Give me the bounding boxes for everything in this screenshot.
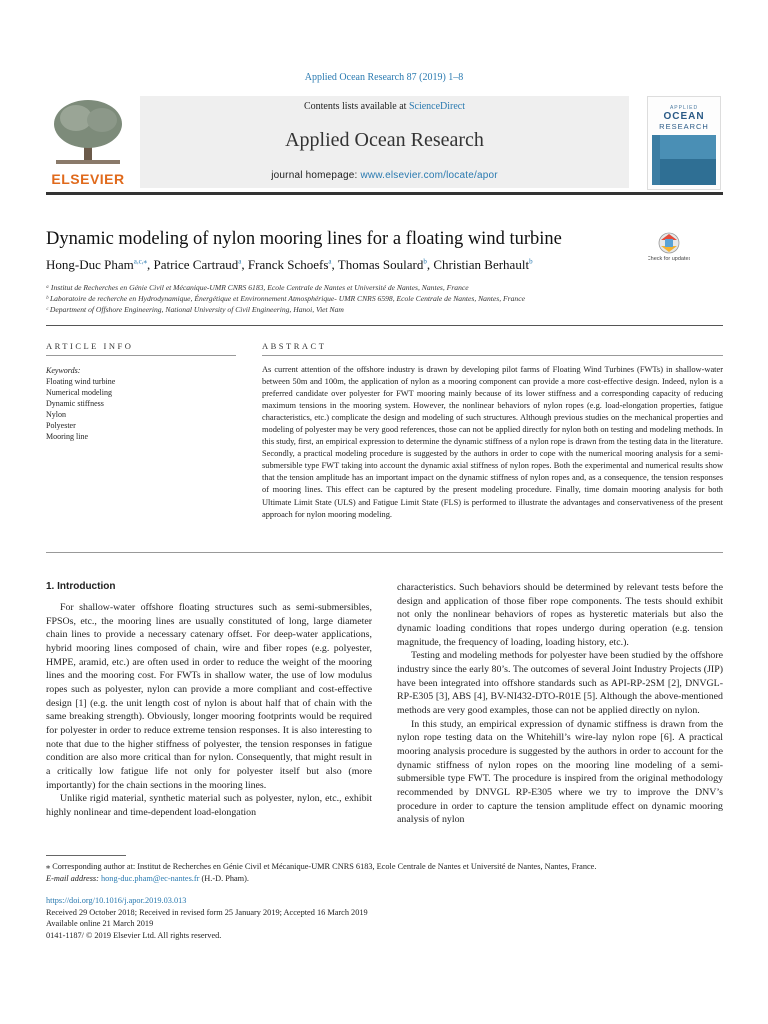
author-list [46, 257, 646, 273]
email-link[interactable]: hong-duc.pham@ec-nantes.fr [101, 874, 200, 883]
publication-info [46, 895, 368, 941]
abstract-text: As current attention of the offshore industry is drawn by developing pilot farms of Floating Wind Turbines (FWTs) in shallow-water between 50m and 100m, the application of nylon as a mooring component can provide a more cost-effective design. Indeed, nylon is a preferred candidate over polyester for FWT mooring mainly because of its lower stiffness and a corresponding capacity of reducing maximum tensions in the mooring system. However, the nonlinear behaviors of nylon ropes (e.g. load-elongation properties, fatigue characteristics, etc.) complicate the design and modeling of such structures. Although previous studies on the mechanical properties and modeling of polyester may be very good references, those can not be applied directly for nylon both on testing and modeling methods. In this study, first, an empirical expression to determine the dynamic stiffness of a nylon rope is drawn from the testing data in the literature. Secondly, a practical modeling procedure is suggested by the authors in order to cope with the numerical mooring analysis for a semi-submersible type FWT taking into account the dynamic axial stiffness of nylon ropes. Both the experimental and numerical results show that the tension amplitude has an important impact on the dynamic stiffness of nylon ropes and, as a consequence, the tension responses of mooring lines. This effect can be captured by the present modeling procedure. Finally, time domain mooring analysis for both Ultimate Limit State (ULS) and Fatigue Limit State (FLS) is performed to illustrate the advantages and conservativeness of the present approach for nylon mooring modeling. [262, 365, 723, 519]
author-name[interactable]: Franck Schoefs [247, 257, 329, 272]
corresponding-author-note: ⁎ Corresponding author at: Institut de Recherches en Génie Civil et Mécanique-UMR CNRS 6183, Ecole Centrale de Nantes et Université de Nantes, Nantes, France. [46, 862, 597, 871]
check-for-updates-badge[interactable] [648, 230, 690, 268]
copyright: 0141-1187/ © 2019 Elsevier Ltd. All rights reserved. [46, 930, 222, 940]
author-name[interactable]: Patrice Cartraud [153, 257, 239, 272]
keyword-item: Mooring line [46, 432, 88, 441]
journal-cover[interactable] [647, 96, 721, 190]
affiliation-a: ᵃ Institut de Recherches en Génie Civil et Mécanique-UMR CNRS 6183, Ecole Centrale de Nantes et Université de Nantes, Nantes, France [46, 283, 469, 292]
author-affiliation-marker[interactable]: a [328, 257, 332, 266]
author-affiliation-marker[interactable]: a,c,⁎ [133, 257, 147, 266]
affiliation-c: ᶜ Department of Offshore Engineering, National University of Civil Engineering, Hanoi, Viet Nam [46, 305, 344, 314]
homepage-prefix: journal homepage: [271, 170, 361, 181]
sciencedirect-link[interactable]: ScienceDirect [408, 101, 466, 112]
author-separator: , [146, 257, 154, 272]
journal-title: Applied Ocean Research [285, 129, 484, 151]
introduction-heading: 1. Introduction [46, 581, 116, 592]
paragraph: Testing and modeling methods for polyester have been studied by the offshore industry since the early 80’s. The outcomes of several Joint Industry Projects (JIP) have been integrated into offshore standards such as API-RP-2SM [2], DNVGL-RP-E305 [3], ABS [4], BV-NI432-DTO-R01E [5]. Although the above-mentioned methods are very good examples, those can not be applied directly on nylon. [397, 650, 723, 716]
paragraph: For shallow-water offshore floating structures such as semi-submersibles, FPSOs, etc., the mooring lines are usually constituted of long, large diameter chain lines to provide a necessary catenary offset. For deep-water applications, hybrid mooring lines composed of chain, wire and fiber ropes (e.g. polyester, HMPE, aramid, etc.) are often used in order to reduce the weight of the mooring lines and the mooring cost. For FWTs in shallow water, the use of low modulus ropes such as polyester, nylon can provide a more compliant and cost-effective design [1] (e.g. the unit length cost of nylon is about half that of chain with the same breaking strength). Obviously, longer mooring footprints would be required for polyester in order to reduce extreme tension responses. It is also interesting to note that due to the higher stiffness of polyester, the tension responses in fatigue condition are also more critical than for nylon. Consequently, that might result in a critically low fatigue life not only for polyester itself but also (more importantly) for the chain sections in the mooring lines. [46, 602, 372, 791]
footnote [46, 861, 726, 885]
crossmark-label: Check for updates [648, 256, 690, 262]
paragraph: Unlike rigid material, synthetic material such as polyester, nylon, etc., exhibit highly nonlinear and time-dependent load-elongation [46, 793, 372, 818]
keyword-item: Floating wind turbine [46, 377, 116, 386]
author-name[interactable]: Christian Berhault [433, 257, 530, 272]
paper-title: Dynamic modeling of nylon mooring lines for a floating wind turbine [46, 229, 562, 249]
section-rule [46, 325, 723, 326]
author-separator: , [331, 257, 338, 272]
homepage-link[interactable]: www.elsevier.com/locate/apor [360, 170, 498, 181]
keyword-item: Polyester [46, 421, 76, 430]
right-column [397, 581, 723, 827]
email-label: E-mail address: [46, 874, 101, 883]
email-suffix: (H.-D. Pham). [199, 874, 249, 883]
affiliation-b: ᵇ Laboratoire de recherche en Hydrodynamique, Énergétique et Environnement Atmosphérique- UMR CNRS 6598, Ecole Centrale de Nantes, Nantes, France [46, 294, 525, 303]
cover-line-2: OCEAN [663, 111, 705, 122]
article-info-rule [46, 355, 236, 356]
paragraph: characteristics. Such behaviors should be determined by relevant tests before the design and application of those fiber rope components. The tests should exhibit not only the nonlinear behaviors of ropes as hysteretic materials but also the dynamic loading conditions that ropes undergo during operation (e.g. tension magnitude, the frequency of loading, loading history, etc.). [397, 582, 723, 648]
received-dates: Received 29 October 2018; Received in revised form 25 January 2019; Accepted 16 March 2019 [46, 907, 368, 917]
abstract-rule [262, 355, 723, 356]
keyword-item: Nylon [46, 410, 66, 419]
contents-prefix: Contents lists available at [303, 101, 409, 112]
header-rule [46, 192, 723, 195]
doi-link[interactable]: https://doi.org/10.1016/j.apor.2019.03.013 [46, 896, 187, 905]
author-affiliation-marker[interactable]: a [238, 257, 242, 266]
online-date: Available online 21 March 2019 [46, 919, 154, 928]
abstract-heading: ABSTRACT [262, 341, 327, 351]
homepage-line [140, 170, 629, 181]
journal-reference[interactable]: Applied Ocean Research 87 (2019) 1–8 [304, 72, 464, 83]
author-affiliation-marker[interactable]: b [529, 257, 533, 266]
author-affiliation-marker[interactable]: b [423, 257, 427, 266]
elsevier-wordmark: ELSEVIER [51, 171, 125, 187]
footnote-rule [46, 855, 126, 856]
left-column [46, 601, 372, 820]
keyword-item: Numerical modeling [46, 388, 112, 397]
abstract-end-rule [46, 552, 723, 553]
author-separator: , [426, 257, 434, 272]
cover-line-3: RESEARCH [659, 122, 709, 131]
email-line [46, 873, 726, 885]
author-name[interactable]: Hong-Duc Pham [46, 257, 134, 272]
article-info-heading: ARTICLE INFO [46, 341, 134, 351]
contents-line [140, 101, 629, 112]
author-separator: , [241, 257, 248, 272]
author-name[interactable]: Thomas Soulard [337, 257, 424, 272]
paragraph: In this study, an empirical expression of dynamic stiffness is drawn from the nylon rope testing data on the Whitehill’s wire-lay nylon rope [6]. A practical mooring analysis procedure is suggested by the authors in order to account for the dynamic stiffness of nylon ropes on the mooring line modeling of a semi-submersible type FWT. The procedure is inspired from the original methodology recommended by DNVGL RP-E305 where we try to improve the DNV’s procedure in order to capture the tension amplitude effect on dynamic mooring analysis of nylon [397, 718, 723, 826]
keyword-item: Dynamic stiffness [46, 399, 104, 408]
keywords-label: Keywords: [46, 366, 81, 375]
cover-line-1: APPLIED [669, 105, 699, 111]
